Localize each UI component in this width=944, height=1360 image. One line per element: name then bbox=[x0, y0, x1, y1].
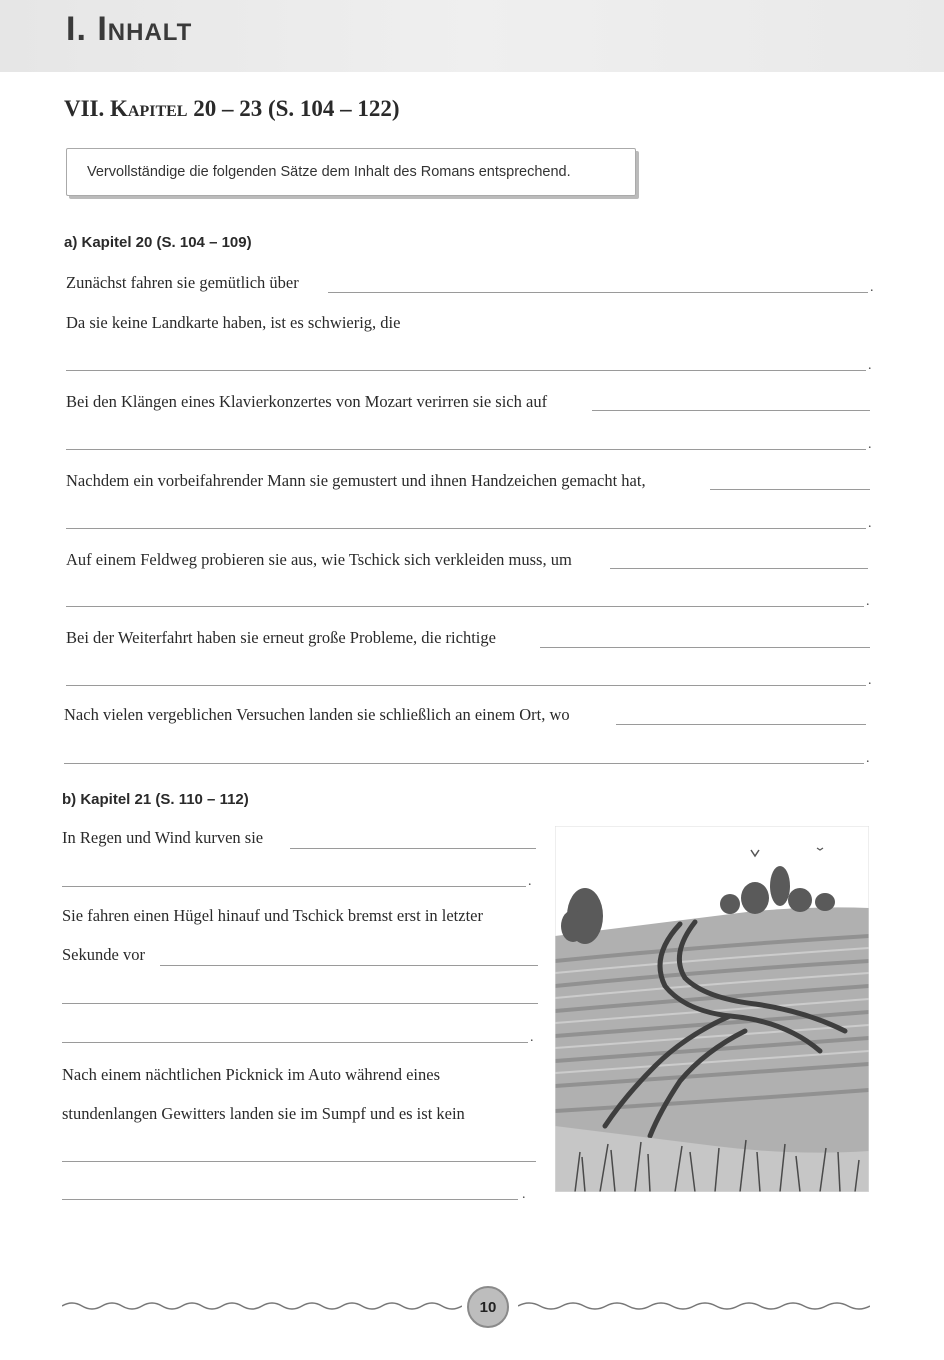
answer-line[interactable] bbox=[62, 1042, 528, 1043]
answer-line[interactable] bbox=[66, 685, 866, 686]
sentence-b1: In Regen und Wind kurven sie bbox=[62, 828, 264, 847]
answer-line[interactable] bbox=[62, 1003, 538, 1004]
answer-line[interactable] bbox=[66, 449, 866, 450]
sentence-a1: Zunächst fahren sie gemütlich über bbox=[66, 273, 299, 292]
period: . bbox=[522, 1187, 526, 1202]
section-a-heading: a) Kapitel 20 (S. 104 – 109) bbox=[64, 234, 252, 251]
answer-line[interactable] bbox=[328, 292, 868, 293]
footer-wave-right bbox=[518, 1296, 870, 1316]
period: . bbox=[868, 358, 872, 373]
answer-line[interactable] bbox=[62, 1199, 518, 1200]
answer-line[interactable] bbox=[160, 965, 538, 966]
answer-line[interactable] bbox=[710, 489, 870, 490]
section-b-heading: b) Kapitel 21 (S. 110 – 112) bbox=[62, 791, 249, 808]
answer-line[interactable] bbox=[64, 763, 864, 764]
answer-line[interactable] bbox=[62, 1161, 536, 1162]
sentence-a4: Nachdem ein vorbeifahrender Mann sie gemustert und ihnen Handzeichen gemacht hat, bbox=[66, 471, 646, 490]
instruction-text: Vervollständige die folgenden Sätze dem Inhalt des Romans entsprechend. bbox=[87, 164, 571, 180]
instruction-box bbox=[66, 148, 636, 196]
header-roman: I. bbox=[66, 10, 87, 48]
answer-line[interactable] bbox=[610, 568, 868, 569]
sentence-a6: Bei der Weiterfahrt haben sie erneut große Probleme, die richtige bbox=[66, 628, 496, 647]
answer-line[interactable] bbox=[62, 886, 526, 887]
period: . bbox=[866, 751, 870, 766]
answer-line[interactable] bbox=[290, 848, 536, 849]
answer-line[interactable] bbox=[66, 528, 866, 529]
page-number: 10 bbox=[467, 1286, 509, 1328]
sentence-b5: stundenlangen Gewitters landen sie im Sumpf und es ist kein bbox=[62, 1104, 465, 1123]
chapter-title: VII. Kapitel 20 – 23 (S. 104 – 122) bbox=[64, 96, 400, 121]
period: . bbox=[868, 516, 872, 531]
footer-wave-left bbox=[62, 1296, 462, 1316]
answer-line[interactable] bbox=[66, 606, 864, 607]
period: . bbox=[868, 437, 872, 452]
period: . bbox=[868, 673, 872, 688]
answer-line[interactable] bbox=[616, 724, 866, 725]
sentence-a5: Auf einem Feldweg probieren sie aus, wie Tschick sich verkleiden muss, um bbox=[66, 550, 572, 569]
sentence-b2: Sie fahren einen Hügel hinauf und Tschick bremst erst in letzter bbox=[62, 906, 483, 925]
sentence-b4: Nach einem nächtlichen Picknick im Auto während eines bbox=[62, 1065, 441, 1084]
sentence-a3: Bei den Klängen eines Klavierkonzertes von Mozart verirren sie sich auf bbox=[66, 392, 548, 411]
period: . bbox=[870, 280, 874, 295]
sentence-a2: Da sie keine Landkarte haben, ist es schwierig, die bbox=[66, 313, 401, 332]
answer-line[interactable] bbox=[66, 370, 866, 371]
header-title bbox=[66, 10, 192, 49]
period: . bbox=[528, 874, 532, 889]
sentence-a7: Nach vielen vergeblichen Versuchen landen sie schließlich an einem Ort, wo bbox=[64, 705, 570, 724]
period: . bbox=[530, 1030, 534, 1045]
period: . bbox=[866, 594, 870, 609]
sentence-b3: Sekunde vor bbox=[62, 945, 145, 964]
header-title-text: Inhalt bbox=[97, 10, 193, 48]
answer-line[interactable] bbox=[540, 647, 870, 648]
answer-line[interactable] bbox=[592, 410, 870, 411]
field-illustration bbox=[555, 826, 869, 1192]
